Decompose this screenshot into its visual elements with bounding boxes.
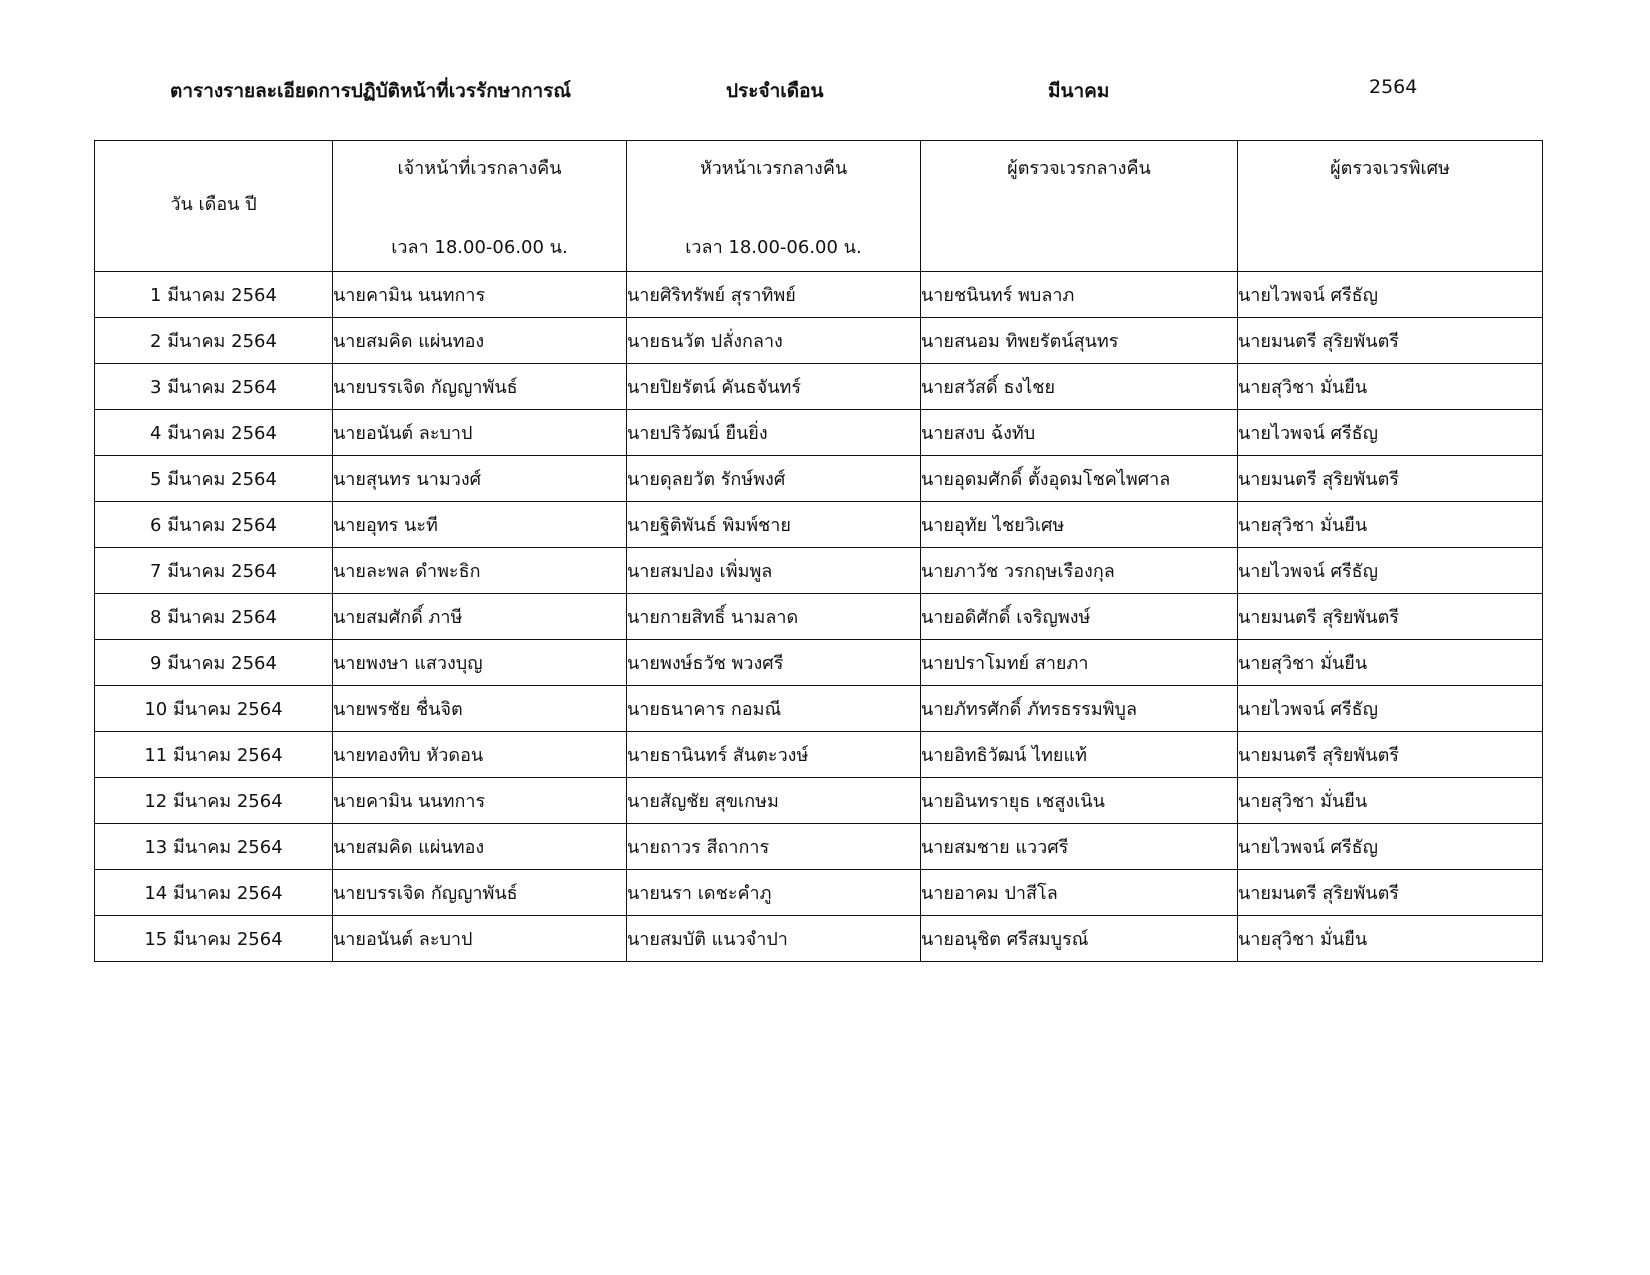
table-row bbox=[95, 824, 1543, 870]
date-cell: 7 มีนาคม 2564 bbox=[95, 548, 333, 594]
inspector-cell: นายอุทัย ไชยวิเศษ bbox=[921, 502, 1238, 548]
special-inspector-cell: นายไวพจน์ ศรีธัญ bbox=[1238, 686, 1543, 732]
chief-cell: นายสมปอง เพิ่มพูล bbox=[627, 548, 921, 594]
date-cell: 6 มีนาคม 2564 bbox=[95, 502, 333, 548]
officer-cell: นายสมคิด แผ่นทอง bbox=[333, 318, 627, 364]
inspector-cell: นายอิทธิวัฒน์ ไทยแท้ bbox=[921, 732, 1238, 778]
table-header-row bbox=[95, 141, 1543, 272]
inspector-cell: นายปราโมทย์ สายภา bbox=[921, 640, 1238, 686]
date-cell: 1 มีนาคม 2564 bbox=[95, 272, 333, 318]
chief-cell: นายธานินทร์ สันตะวงษ์ bbox=[627, 732, 921, 778]
officer-cell: นายพงษา แสวงบุญ bbox=[333, 640, 627, 686]
date-cell: 15 มีนาคม 2564 bbox=[95, 916, 333, 962]
chief-cell: นายฐิติพันธ์ พิมพ์ชาย bbox=[627, 502, 921, 548]
chief-column-label: หัวหน้าเวรกลางคืน bbox=[699, 158, 848, 179]
inspector-cell: นายสนอม ทิพยรัตน์สุนทร bbox=[921, 318, 1238, 364]
inspector-column-label: ผู้ตรวจเวรกลางคืน bbox=[1007, 158, 1151, 179]
table-row bbox=[95, 778, 1543, 824]
date-cell: 14 มีนาคม 2564 bbox=[95, 870, 333, 916]
special-inspector-cell: นายสุวิชา มั่นยืน bbox=[1238, 778, 1543, 824]
special-inspector-cell: นายสุวิชา มั่นยืน bbox=[1238, 364, 1543, 410]
officer-column-label: เจ้าหน้าที่เวรกลางคืน bbox=[397, 158, 562, 179]
document-title: ตารางรายละเอียดการปฏิบัติหน้าที่เวรรักษาการณ์ bbox=[170, 80, 571, 102]
inspector-cell: นายอดิศักดิ์ เจริญพงษ์ bbox=[921, 594, 1238, 640]
date-cell: 3 มีนาคม 2564 bbox=[95, 364, 333, 410]
table-row bbox=[95, 318, 1543, 364]
officer-cell: นายบรรเจิด กัญญาพันธ์ bbox=[333, 870, 627, 916]
table-row bbox=[95, 594, 1543, 640]
date-cell: 10 มีนาคม 2564 bbox=[95, 686, 333, 732]
officer-time-label: เวลา 18.00-06.00 น. bbox=[391, 237, 568, 258]
inspector-cell: นายภัทรศักดิ์ ภัทรธรรมพิบูล bbox=[921, 686, 1238, 732]
officer-cell: นายอนันต์ ละบาป bbox=[333, 916, 627, 962]
special-inspector-cell: นายไวพจน์ ศรีธัญ bbox=[1238, 272, 1543, 318]
officer-cell: นายทองทิบ หัวดอน bbox=[333, 732, 627, 778]
chief-time-label: เวลา 18.00-06.00 น. bbox=[685, 237, 862, 258]
month-value: มีนาคม bbox=[1048, 80, 1110, 102]
special-inspector-cell: นายสุวิชา มั่นยืน bbox=[1238, 640, 1543, 686]
chief-cell: นายปริวัฒน์ ยืนยิ่ง bbox=[627, 410, 921, 456]
inspector-cell: นายอุดมศักดิ์ ตั้งอุดมโชคไพศาล bbox=[921, 456, 1238, 502]
officer-cell: นายสมคิด แผ่นทอง bbox=[333, 824, 627, 870]
special-inspector-cell: นายมนตรี สุริยพันตรี bbox=[1238, 594, 1543, 640]
special-column-label: ผู้ตรวจเวรพิเศษ bbox=[1330, 158, 1450, 179]
date-cell: 11 มีนาคม 2564 bbox=[95, 732, 333, 778]
chief-cell: นายสมบัติ แนวจำปา bbox=[627, 916, 921, 962]
inspector-cell: นายสงบ ฉ้งทับ bbox=[921, 410, 1238, 456]
chief-cell: นายศิริทรัพย์ สุราทิพย์ bbox=[627, 272, 921, 318]
special-inspector-cell: นายมนตรี สุริยพันตรี bbox=[1238, 318, 1543, 364]
date-cell: 9 มีนาคม 2564 bbox=[95, 640, 333, 686]
date-cell: 5 มีนาคม 2564 bbox=[95, 456, 333, 502]
table-row bbox=[95, 364, 1543, 410]
table-row bbox=[95, 456, 1543, 502]
special-inspector-cell: นายไวพจน์ ศรีธัญ bbox=[1238, 824, 1543, 870]
chief-cell: นายดุลยวัต รักษ์พงศ์ bbox=[627, 456, 921, 502]
inspector-cell: นายชนินทร์ พบลาภ bbox=[921, 272, 1238, 318]
special-inspector-cell: นายมนตรี สุริยพันตรี bbox=[1238, 456, 1543, 502]
officer-cell: นายพรชัย ชื่นจิต bbox=[333, 686, 627, 732]
special-inspector-cell: นายไวพจน์ ศรีธัญ bbox=[1238, 548, 1543, 594]
month-label: ประจำเดือน bbox=[726, 80, 824, 102]
date-column-label: วัน เดือน ปี bbox=[170, 194, 257, 215]
officer-cell: นายคามิน นนทการ bbox=[333, 272, 627, 318]
table-row bbox=[95, 732, 1543, 778]
officer-cell: นายละพล ดำพะธิก bbox=[333, 548, 627, 594]
special-inspector-cell: นายมนตรี สุริยพันตรี bbox=[1238, 732, 1543, 778]
document-header bbox=[0, 76, 1650, 116]
column-header-inspector bbox=[921, 141, 1238, 272]
table-row bbox=[95, 640, 1543, 686]
column-header-officer bbox=[333, 141, 627, 272]
chief-cell: นายธนาคาร กอมณี bbox=[627, 686, 921, 732]
column-header-date bbox=[95, 141, 333, 272]
officer-cell: นายสุนทร นามวงศ์ bbox=[333, 456, 627, 502]
officer-cell: นายคามิน นนทการ bbox=[333, 778, 627, 824]
chief-cell: นายสัญชัย สุขเกษม bbox=[627, 778, 921, 824]
chief-cell: นายพงษ์ธวัช พวงศรี bbox=[627, 640, 921, 686]
inspector-cell: นายอนุชิต ศรีสมบูรณ์ bbox=[921, 916, 1238, 962]
officer-cell: นายสมศักดิ์ ภาษี bbox=[333, 594, 627, 640]
table-row bbox=[95, 916, 1543, 962]
table-row bbox=[95, 502, 1543, 548]
chief-cell: นายถาวร สีถาการ bbox=[627, 824, 921, 870]
special-inspector-cell: นายสุวิชา มั่นยืน bbox=[1238, 502, 1543, 548]
officer-cell: นายบรรเจิด กัญญาพันธ์ bbox=[333, 364, 627, 410]
table-row bbox=[95, 548, 1543, 594]
chief-cell: นายธนวัต ปลั่งกลาง bbox=[627, 318, 921, 364]
inspector-cell: นายอินทรายุธ เชสูงเนิน bbox=[921, 778, 1238, 824]
column-header-special bbox=[1238, 141, 1543, 272]
date-cell: 12 มีนาคม 2564 bbox=[95, 778, 333, 824]
special-inspector-cell: นายไวพจน์ ศรีธัญ bbox=[1238, 410, 1543, 456]
inspector-cell: นายสวัสดิ์ ธงไชย bbox=[921, 364, 1238, 410]
date-cell: 4 มีนาคม 2564 bbox=[95, 410, 333, 456]
date-cell: 2 มีนาคม 2564 bbox=[95, 318, 333, 364]
table-row bbox=[95, 870, 1543, 916]
special-inspector-cell: นายสุวิชา มั่นยืน bbox=[1238, 916, 1543, 962]
column-header-chief bbox=[627, 141, 921, 272]
year-value: 2564 bbox=[1369, 76, 1418, 98]
officer-cell: นายอุทร นะที bbox=[333, 502, 627, 548]
table-row bbox=[95, 686, 1543, 732]
duty-roster-table bbox=[94, 140, 1543, 962]
chief-cell: นายนรา เดชะคำภู bbox=[627, 870, 921, 916]
inspector-cell: นายภาวัช วรกฤษเรืองกุล bbox=[921, 548, 1238, 594]
date-cell: 13 มีนาคม 2564 bbox=[95, 824, 333, 870]
chief-cell: นายปิยรัตน์ คันธจันทร์ bbox=[627, 364, 921, 410]
special-inspector-cell: นายมนตรี สุริยพันตรี bbox=[1238, 870, 1543, 916]
officer-cell: นายอนันต์ ละบาป bbox=[333, 410, 627, 456]
table-row bbox=[95, 272, 1543, 318]
chief-cell: นายกายสิทธิ์ นามลาด bbox=[627, 594, 921, 640]
table-row bbox=[95, 410, 1543, 456]
date-cell: 8 มีนาคม 2564 bbox=[95, 594, 333, 640]
inspector-cell: นายสมชาย แววศรี bbox=[921, 824, 1238, 870]
inspector-cell: นายอาคม ปาสีโล bbox=[921, 870, 1238, 916]
